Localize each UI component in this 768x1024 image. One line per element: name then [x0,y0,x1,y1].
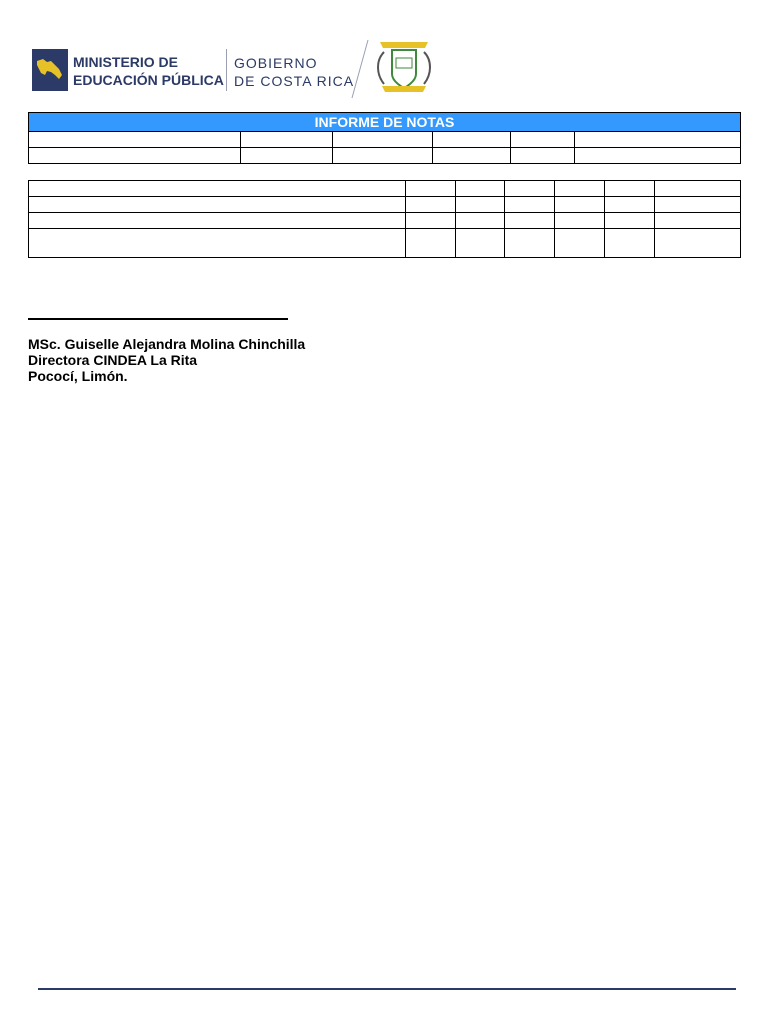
info-cell [29,148,241,164]
grade-cell [555,213,605,229]
signer-location: Pococí, Limón. [28,368,128,384]
grade-cell [456,197,505,213]
government-name [234,54,354,90]
header-divider [226,49,227,91]
grade-cell [406,197,456,213]
grade-cell [29,213,406,229]
document-header [32,36,452,100]
grades-table [28,180,741,258]
info-cell [333,132,433,148]
grades-row [29,197,741,213]
grade-cell [29,181,406,197]
grade-cell [505,229,555,258]
ministry-name [73,53,224,89]
signer-name: MSc. Guiselle Alejandra Molina Chinchilla [28,336,306,352]
info-cell [433,148,511,164]
info-cell [511,148,575,164]
grade-cell [655,213,741,229]
government-line-2: DE COSTA RICA [234,73,355,89]
grade-cell [655,181,741,197]
signature-block [28,336,305,384]
info-cell [511,132,575,148]
ministry-line-2: EDUCACIÓN PÚBLICA [73,72,224,88]
signer-role: Directora CINDEA La Rita [28,352,198,368]
ministry-line-1: MINISTERIO DE [73,54,179,70]
info-cell [241,132,333,148]
signature-line [28,318,288,320]
info-cell [333,148,433,164]
grade-cell [605,181,655,197]
info-row [29,132,741,148]
info-cell [575,132,741,148]
grade-cell [456,229,505,258]
grade-cell [29,229,406,258]
grade-cell [555,229,605,258]
grade-cell [29,197,406,213]
government-line-1: GOBIERNO [234,55,318,71]
grade-cell [505,213,555,229]
grades-row [29,229,741,258]
info-cell [29,132,241,148]
footer-rule [38,988,736,990]
grade-cell [605,197,655,213]
grade-cell [456,181,505,197]
grade-cell [406,213,456,229]
diagonal-divider [348,38,372,100]
grade-cell [555,197,605,213]
info-cell [433,132,511,148]
grades-row [29,213,741,229]
grade-cell [406,229,456,258]
report-title: INFORME DE NOTAS [29,113,741,132]
info-row [29,148,741,164]
grade-cell [406,181,456,197]
grade-cell [605,213,655,229]
grade-cell [456,213,505,229]
cindea-seal-logo [372,36,436,98]
student-info-table [28,112,741,164]
grade-cell [655,229,741,258]
grade-cell [655,197,741,213]
grade-cell [605,229,655,258]
info-cell [575,148,741,164]
grade-cell [555,181,605,197]
grade-cell [505,197,555,213]
grade-cell [505,181,555,197]
info-cell [241,148,333,164]
costa-rica-map-icon [32,49,68,91]
grades-row [29,181,741,197]
